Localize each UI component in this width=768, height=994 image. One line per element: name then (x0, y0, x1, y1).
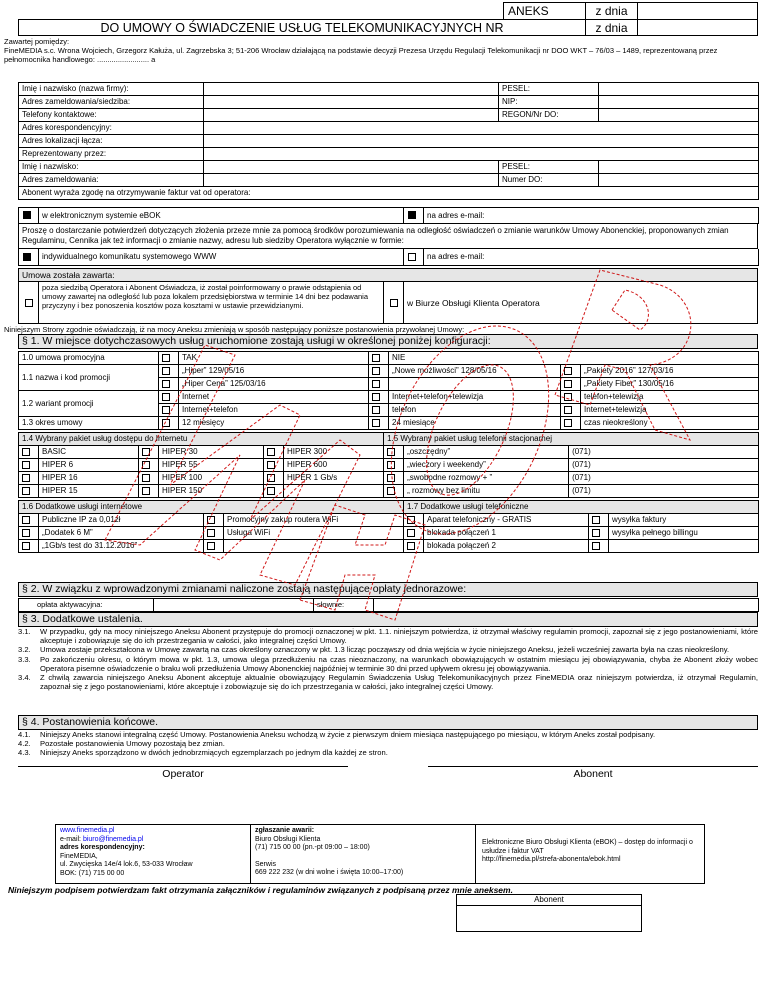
promo-no-label: NIE (389, 352, 759, 365)
promo-pakiety-checkbox[interactable] (564, 367, 572, 375)
term-12-checkbox[interactable] (162, 419, 170, 427)
addnet-option: Usługa WiFi (224, 527, 404, 540)
tel-nolimit-checkbox[interactable] (387, 487, 395, 495)
s4-number: 4.1. (18, 730, 31, 739)
s3-text: W przypadku, gdy na mocy niniejszego Aneksu Abonent przystępuje do promocji oznaczonej w pkt. 1.1. niniejszym potwierdza, iż otrzymał właściwy regulamin promocji, zapoznał się z jego postanowieniami, które akceptuje i zobowiązuje się do ich przestrzegania w całości, jako integralnej części Umowy. (40, 627, 758, 646)
promo-nowe-checkbox[interactable] (372, 367, 380, 375)
ebok-checkbox[interactable] (23, 211, 31, 219)
parties (4, 37, 764, 64)
consent-label: Abonent wyraża zgodę na otrzymywanie faktur vat od operatora: (19, 187, 759, 200)
net-option: HIPER 55 (159, 459, 264, 472)
rep-pesel-label: PESEL: (499, 161, 599, 174)
variant-tt-checkbox[interactable] (564, 393, 572, 401)
rep-label: Reprezentowany przez: (19, 148, 204, 161)
name-label: Imię i nazwisko (nazwa firmy): (19, 83, 204, 96)
promo-other-field[interactable] (389, 378, 561, 391)
s4-number: 4.2. (18, 739, 31, 749)
s3-item (18, 673, 758, 691)
s4-item (18, 748, 758, 757)
addnet-option: „Dodatek 6 M” (39, 527, 204, 540)
date-field-1[interactable] (637, 2, 758, 19)
bok-phone: BOK: (71) 715 00 00 (60, 869, 125, 877)
s4-text: Pozostałe postanowienia Umowy pozostają bez zmian. (40, 739, 225, 749)
date-label-1: z dnia (585, 2, 637, 19)
section-4 (18, 715, 758, 758)
variant-itv-checkbox[interactable] (564, 406, 572, 414)
variant-tt-label: telefon+telewizja (581, 391, 759, 404)
tel-number-field[interactable]: (071) (569, 472, 759, 485)
website-link[interactable]: www.finemedia.pl (60, 827, 115, 834)
term-24-checkbox[interactable] (372, 419, 380, 427)
term-indef-label: czas nieokreślony (581, 417, 759, 430)
final-signature-box[interactable] (456, 894, 642, 932)
addtel-option: blokada połączeń 1 (424, 527, 589, 540)
phones-label: Telefony kontaktowe: (19, 109, 204, 122)
s3-number: 3.2. (18, 645, 31, 655)
pesel-field[interactable] (599, 83, 759, 96)
pesel-label: PESEL: (499, 83, 599, 96)
net-option: HIPER 1 Gb/s (284, 472, 384, 485)
fault-label: zgłaszanie awarii: (255, 827, 315, 834)
outside-checkbox[interactable] (25, 299, 33, 307)
net-hiper15-checkbox[interactable] (22, 487, 30, 495)
header (18, 2, 758, 36)
s3-number: 3.4. (18, 673, 31, 683)
office-label: w Biurze Obsługi Klienta Operatora (407, 297, 540, 308)
net-basic-checkbox[interactable] (22, 448, 30, 456)
promo-other-checkbox[interactable] (372, 380, 380, 388)
addtel-other-checkbox[interactable] (592, 542, 600, 550)
date-label-2: z dnia (585, 19, 637, 36)
section-4-items (18, 730, 758, 758)
section-3 (18, 612, 758, 691)
tel-option: „swobodne rozmowy + ” (404, 472, 569, 485)
final-abonent-label: Abonent (457, 895, 641, 906)
corr-address-label: adres korespondencyjny: (60, 844, 145, 851)
section-4-title: § 4. Postanowienia końcowe. (18, 715, 758, 730)
variant-it-label: Internet+telefon (179, 404, 369, 417)
confirm-email-checkbox[interactable] (408, 253, 416, 261)
s3-text: Z chwilą zawarcia niniejszego Aneksu Abonent akceptuje aktualnie obowiązujący Regulamin Świadczenia Usług Telekomunikacyjnych przez FineMEDIA oraz niniejszym potwierdza, iż otrzymał Regulamin, zapoznał się z jego postanowieniami, które akceptuje i zobowiązuje się do ich przestrzegania w całości, jako integralnej części Umowy. (40, 673, 758, 692)
promo-hipercena-checkbox[interactable] (162, 380, 170, 388)
doc-field[interactable] (599, 174, 759, 187)
addtel-option: blokada połączeń 2 (424, 540, 589, 553)
addnet-ip-checkbox[interactable] (22, 516, 30, 524)
loc-label: Adres lokalizacji łącza: (19, 135, 204, 148)
nip-label: NIP: (499, 96, 599, 109)
tel-oszczedny-checkbox[interactable] (387, 448, 395, 456)
parties-text: FineMEDIA s.c. Wrona Wojciech, Grzegorz Kałuża, ul. Zagrzebska 3; 51-206 Wrocław działającą na podstawie decyzji Prezesa Urzędu Regulacji Telekomunikacji nr DOO WKT – 76/03 – 1489, reprezentowaną przez pełnomocnika handlowego: ......................... a (4, 46, 718, 64)
corr-label: Adres korespondencyjny: (19, 122, 204, 135)
s3-item (18, 655, 758, 673)
tel-option: „wieczory i weekendy” (404, 459, 569, 472)
tel-swobodne-checkbox[interactable] (387, 474, 395, 482)
tel-number-field[interactable]: (071) (569, 459, 759, 472)
addtel-option: wysyłka pełnego billingu (609, 527, 759, 540)
addnet-label: 1.6 Dodatkowe usługi internetowe (19, 501, 404, 514)
tel-number-field[interactable]: (071) (569, 446, 759, 459)
s4-text: Niniejszy Aneks stanowi integralną część Umowy. Postanowienia Aneksu wchodzą w życie z pierwszym dniem miesiąca następującego po miesiącu, w którym Aneks został podpisany. (40, 730, 656, 739)
addnet-other-checkbox[interactable] (207, 542, 215, 550)
addtel-option: Aparat telefoniczny - GRATIS (424, 514, 589, 527)
final-statement: Niniejszym podpisem potwierdzam fakt otrzymania załączników i regulaminów związanych z podpisaną przez mnie aneksem. (8, 885, 513, 895)
addtel-other-field[interactable] (609, 540, 759, 553)
doc-label: Numer DO: (499, 174, 599, 187)
net-hiper30-checkbox[interactable] (142, 448, 150, 456)
ebok-info: Elektroniczne Biuro Obsługi Klienta (eBOK) – dostęp do informacji o usłudze i faktur VAT (482, 839, 693, 855)
regon-label: REGON/Nr DO: (499, 109, 599, 122)
net-option: HIPER 150 (159, 485, 264, 498)
tel-number-field[interactable]: (071) (569, 485, 759, 498)
declaration: Niniejszym Strony zgodnie oświadczają, iż na mocy Aneksu zmieniają w sposób następujący poniższe postanowienia przywołanej Umowy: (4, 325, 465, 334)
variant-it-checkbox[interactable] (162, 406, 170, 414)
addtel-block1-checkbox[interactable] (407, 529, 415, 537)
net-hiper150-checkbox[interactable] (142, 487, 150, 495)
addnet-router-checkbox[interactable] (207, 516, 215, 524)
addnet-option: Publiczne IP za 0,01zł (39, 514, 204, 527)
net-option: HIPER 300 (284, 446, 384, 459)
s4-text: Niniejszy Aneks sporządzono w dwóch jednobrzmiących egzemplarzach po jednym dla każdej ze stron. (40, 748, 388, 758)
operator-signature[interactable]: Operator (18, 766, 348, 781)
addtel-billing-checkbox[interactable] (592, 529, 600, 537)
company-street: ul. Zwycięska 14e/4 lok.6, 53-033 Wrocław (60, 861, 193, 868)
net-option: HIPER 16 (39, 472, 139, 485)
office-label: Biuro Obsługi Klienta (255, 835, 321, 843)
section-2 (18, 582, 758, 612)
fee-label: opłata aktywacyjna: (19, 599, 154, 612)
addtel-invoice-checkbox[interactable] (592, 516, 600, 524)
client-data (18, 82, 758, 200)
nip-field[interactable] (599, 96, 759, 109)
tel-packages-label: 1.5 Wybrany pakiet usług telefonii stacjonarnej (384, 433, 759, 446)
promo-yes-checkbox[interactable] (162, 354, 170, 362)
tel-option: „ rozmowy bez limitu (404, 485, 569, 498)
additional-services-table (18, 500, 759, 553)
date-field-2[interactable] (637, 19, 758, 36)
rep-field[interactable] (204, 148, 759, 161)
net-other-checkbox[interactable] (267, 487, 275, 495)
ebok-url[interactable]: http://finemedia.pl/strefa-abonenta/ebok.html (482, 856, 621, 863)
rep-addr-label: Adres zameldowania: (19, 174, 204, 187)
net-option: HIPER 100 (159, 472, 264, 485)
net-hiper1g-checkbox[interactable] (267, 474, 275, 482)
rep-name-label: Imię i nazwisko: (19, 161, 204, 174)
net-hiper300-checkbox[interactable] (267, 448, 275, 456)
promo-hipercena-label: „Hiper Cena” 125/03/16 (179, 378, 369, 391)
addtel-block2-checkbox[interactable] (407, 542, 415, 550)
footer (55, 824, 705, 884)
s3-number: 3.1. (18, 627, 31, 636)
promo-hiper-checkbox[interactable] (162, 367, 170, 375)
tel-option: „oszczędny” (404, 446, 569, 459)
promo-yes-label: TAK (179, 352, 369, 365)
promo-pakiety-label: „Pakiety 2016” 127/03/16 (581, 365, 759, 378)
net-hiper100-checkbox[interactable] (142, 474, 150, 482)
parties-label: Zawartej pomiędzy: (4, 37, 70, 46)
addnet-option: Promocyjny zakup routera WiFi (224, 514, 404, 527)
rep-pesel-field[interactable] (599, 161, 759, 174)
variant-label: 1.2 wariant promocji (19, 391, 159, 417)
office-phone: (71) 715 00 00 (pn.-pt 09:00 – 18:00) (255, 844, 370, 851)
loc-field[interactable] (204, 135, 759, 148)
addnet-other-field[interactable] (224, 540, 404, 553)
rep-name-field[interactable] (204, 161, 499, 174)
concluded (18, 268, 758, 324)
section-3-items (18, 627, 758, 691)
invoice-email-checkbox[interactable] (408, 211, 416, 219)
net-option: HIPER 30 (159, 446, 264, 459)
invoice-options (18, 207, 758, 266)
email-link[interactable]: biuro@finemedia.pl (82, 835, 144, 843)
promo-no-checkbox[interactable] (372, 354, 380, 362)
email-label: e-mail: (60, 835, 83, 843)
addnet-wifi-checkbox[interactable] (207, 529, 215, 537)
packages-table (18, 432, 759, 498)
address-field[interactable] (204, 96, 499, 109)
section-2-title: § 2. W związku z wprowadzonymi zmianami naliczone zostają następujące opłaty jednorazowe: (18, 582, 758, 597)
net-option: HIPER 15 (39, 485, 139, 498)
words-label: słownie: (314, 599, 374, 612)
promo-nowe-label: „Nowe możliwości” 128/05/16 (389, 365, 561, 378)
variant-itt-label: Internet+telefon+telewizja (389, 391, 561, 404)
address-label: Adres zameldowania/siedziba: (19, 96, 204, 109)
term-indef-checkbox[interactable] (564, 419, 572, 427)
document-title: DO UMOWY O ŚWIADCZENIE USŁUG TELEKOMUNIKACYJNYCH NR (18, 19, 585, 36)
variant-itv-label: Internet+telewizja (581, 404, 759, 417)
term-24-label: 24 miesiące (389, 417, 561, 430)
s3-text: Po zakończeniu okresu, o którym mowa w pkt. 1.3, umowa ulega przedłużeniu na czas nieoznaczony, na warunkach obowiązujących w ostatnim miesiącu jej obowiązywania, chyba że Abonent złoży wobec Operatora pisemne oświadczenie o braku woli przedłużenia Umowy Abonenckiej najpóźniej w terminie 30 dni przed upływem okresu jej obowiązywania. (40, 654, 758, 673)
company-name: FineMEDIA, (60, 852, 98, 860)
term-12-label: 12 miesięcy (179, 417, 369, 430)
service-label: Serwis (255, 860, 277, 868)
s3-text: Umowa zostaje przekształcona w Umowę zawartą na czas określony oznaczony w pkt. 1.3 licząc począwszy od dnia wejścia w życie niniejszego Aneksu, jeżeli wcześniej zawarta była na czas nieokreślony. (40, 645, 730, 655)
rep-addr-field[interactable] (204, 174, 499, 187)
promo-fiber-checkbox[interactable] (564, 380, 572, 388)
variant-tel-label: telefon (389, 404, 561, 417)
confirmation-text: Proszę o dostarczanie potwierdzeń dotyczących złożenia przeze mnie za pomocą środków porozumiewania na odległość oświadczeń o zmianie warunków Umowy Abonenckiej, proponowanych zmian Regulaminu, Cennika jak też informacji o zmianie nazwy, adresu lub siedziby Operatora wyłącznie w formie: (18, 224, 758, 249)
promo-label: 1.0 umowa promocyjna (19, 352, 159, 365)
s3-item (18, 627, 758, 645)
www-label: indywidualnego komunikatu systemowego WWW (39, 249, 404, 265)
s4-item (18, 730, 758, 739)
s4-item (18, 739, 758, 748)
tel-wieczory-checkbox[interactable] (387, 461, 395, 469)
net-hiper6-checkbox[interactable] (22, 461, 30, 469)
phones-field[interactable] (204, 109, 499, 122)
variant-internet-checkbox[interactable] (162, 393, 170, 401)
promo-hiper-label: „Hiper” 129/05/16 (179, 365, 369, 378)
aneks-label: ANEKS (503, 2, 585, 19)
addnet-1g-checkbox[interactable] (22, 542, 30, 550)
section-1-title: § 1. W miejsce dotychczasowych usług uruchomione zostają usługi w określonej poniżej konfiguracji: (18, 334, 758, 349)
corr-field[interactable] (204, 122, 759, 135)
net-option: BASIC (39, 446, 139, 459)
ebok-label: w elektronicznym systemie eBOK (39, 208, 404, 224)
variant-itt-checkbox[interactable] (372, 393, 380, 401)
addnet-6m-checkbox[interactable] (22, 529, 30, 537)
addtel-option: wysyłka faktury (609, 514, 759, 527)
invoice-email-label: na adres e-mail: (424, 208, 759, 224)
net-hiper16-checkbox[interactable] (22, 474, 30, 482)
name-field[interactable] (204, 83, 499, 96)
s4-number: 4.3. (18, 748, 31, 758)
fee-field[interactable] (154, 599, 314, 612)
net-option: HIPER 600 (284, 459, 384, 472)
section-1 (18, 334, 758, 553)
term-label: 1.3 okres umowy (19, 417, 159, 430)
net-option: HIPER 6 (39, 459, 139, 472)
net-packages-label: 1.4 Wybrany pakiet usług dostępu do Internetu (19, 433, 384, 446)
www-checkbox[interactable] (23, 253, 31, 261)
office-checkbox[interactable] (390, 299, 398, 307)
outside-text: poza siedzibą Operatora i Abonent Oświadcza, iż został poinformowany o prawie odstąpienia od umowy zawartej na odległość lub poza lokalem przedsiębiorstwa w terminie 14 dni bez podawania przyczyny i bez ponoszenia kosztów poza kosztami w ustawie przewidzianymi. (39, 282, 384, 323)
promo-fiber-label: „Pakiety Fiber” 130/05/16 (581, 378, 759, 391)
concluded-label: Umowa została zawarta: (18, 268, 758, 282)
promo-name-label: 1.1 nazwa i kod promocji (19, 365, 159, 391)
net-hiper600-checkbox[interactable] (267, 461, 275, 469)
addtel-phone-checkbox[interactable] (407, 516, 415, 524)
net-other-field[interactable] (284, 485, 384, 498)
s3-number: 3.3. (18, 654, 31, 664)
abonent-signature[interactable]: Abonent (428, 766, 758, 781)
net-hiper55-checkbox[interactable] (142, 461, 150, 469)
variant-internet-label: Internet (179, 391, 369, 404)
addnet-option: „1Gb/s test do 31.12.2016” (39, 540, 204, 553)
confirm-email-label: na adres e-mail: (424, 249, 759, 265)
addtel-label: 1.7 Dodatkowe usługi telefoniczne (404, 501, 759, 514)
variant-tel-checkbox[interactable] (372, 406, 380, 414)
regon-field[interactable] (599, 109, 759, 122)
s3-item (18, 645, 758, 654)
signatures (18, 766, 758, 781)
words-field[interactable] (374, 599, 759, 612)
service-phone: 669 222 232 (w dni wolne i święta 10:00–17:00) (255, 869, 404, 876)
section-3-title: § 3. Dodatkowe ustalenia. (18, 612, 758, 627)
